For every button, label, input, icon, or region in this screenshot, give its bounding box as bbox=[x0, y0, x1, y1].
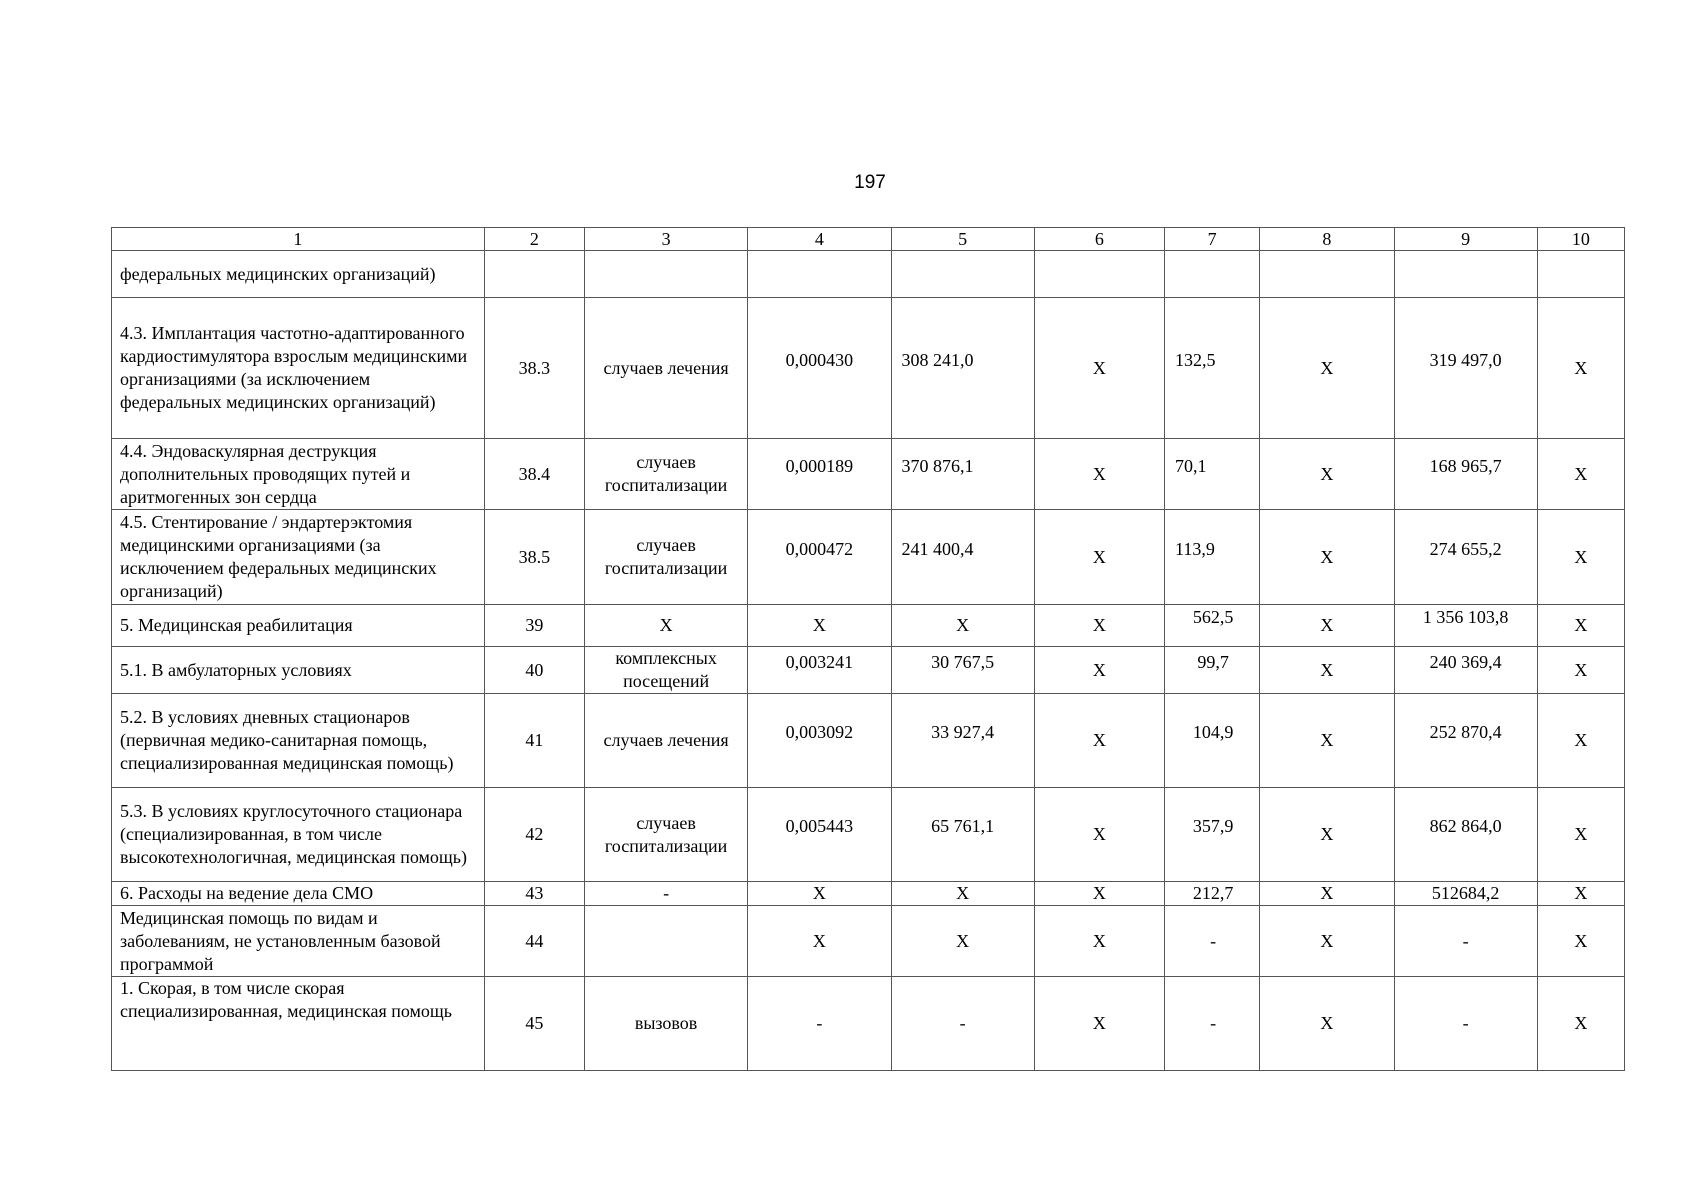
table-cell: Х bbox=[1034, 694, 1164, 788]
cell-value: 370 876,1 bbox=[901, 455, 974, 476]
cell-value: 0,003092 bbox=[785, 722, 854, 742]
table-cell bbox=[484, 251, 584, 298]
cell-value: 70,1 bbox=[1175, 455, 1207, 476]
table-cell: Х bbox=[1260, 605, 1394, 647]
table-cell: - bbox=[584, 882, 747, 906]
table-cell: Х bbox=[1034, 510, 1164, 605]
table-cell: 512684,2 bbox=[1394, 882, 1537, 906]
table-cell bbox=[1394, 439, 1537, 510]
column-header: 7 bbox=[1165, 228, 1260, 251]
cell-value: 104,9 bbox=[1192, 722, 1234, 742]
cell-value: 0,000430 bbox=[785, 349, 854, 370]
column-header: 5 bbox=[891, 228, 1034, 251]
table-cell bbox=[1394, 605, 1537, 647]
row-label: 1. Скорая, в том числе скорая специализированная, медицинская помощь bbox=[112, 977, 485, 1071]
table-cell bbox=[1165, 605, 1260, 647]
table-cell bbox=[1394, 510, 1537, 605]
table-row bbox=[112, 788, 1625, 882]
table-row bbox=[112, 251, 1625, 298]
cell-value: 240 369,4 bbox=[1429, 651, 1502, 672]
table-cell: Х bbox=[1537, 439, 1624, 510]
table-cell: Х bbox=[1034, 977, 1164, 1071]
table-cell bbox=[891, 251, 1034, 298]
table-cell bbox=[1165, 694, 1260, 788]
row-label: 4.4. Эндоваскулярная деструкция дополнительных проводящих путей и аритмогенных зон сердца bbox=[112, 439, 485, 510]
table-cell: комплексных посещений bbox=[584, 647, 747, 694]
table-cell: Х bbox=[1034, 605, 1164, 647]
column-header: 4 bbox=[748, 228, 891, 251]
column-header: 6 bbox=[1034, 228, 1164, 251]
table-cell: 39 bbox=[484, 605, 584, 647]
table-cell: Х bbox=[1537, 298, 1624, 439]
table-cell: случаев госпитализации bbox=[584, 439, 747, 510]
table-cell: Х bbox=[1537, 647, 1624, 694]
table-cell: - bbox=[748, 977, 891, 1071]
row-label: 6. Расходы на ведение дела СМО bbox=[112, 882, 485, 906]
cell-value: 65 761,1 bbox=[931, 816, 995, 836]
table-cell bbox=[891, 694, 1034, 788]
table-cell: Х bbox=[1260, 906, 1394, 977]
cell-value: 0,005443 bbox=[785, 816, 854, 836]
table-cell bbox=[1165, 251, 1260, 298]
table-cell: случаев лечения bbox=[584, 694, 747, 788]
table-cell: 42 bbox=[484, 788, 584, 882]
table-cell bbox=[891, 788, 1034, 882]
cell-value: 862 864,0 bbox=[1429, 816, 1502, 836]
table-row bbox=[112, 510, 1625, 605]
data-table bbox=[111, 227, 1625, 1071]
table-cell bbox=[1260, 251, 1394, 298]
cell-value: 132,5 bbox=[1175, 349, 1216, 370]
table-cell bbox=[584, 251, 747, 298]
table-cell: Х bbox=[1034, 906, 1164, 977]
table-cell: - bbox=[891, 977, 1034, 1071]
table-cell bbox=[891, 647, 1034, 694]
table-cell bbox=[1165, 788, 1260, 882]
table-row bbox=[112, 906, 1625, 977]
table-row bbox=[112, 298, 1625, 439]
table-cell: 45 bbox=[484, 977, 584, 1071]
cell-value: 241 400,4 bbox=[901, 538, 974, 559]
cell-value: 562,5 bbox=[1192, 607, 1234, 627]
cell-value: 0,003241 bbox=[785, 651, 854, 672]
table-cell bbox=[748, 647, 891, 694]
table-row bbox=[112, 605, 1625, 647]
table-cell: Х bbox=[1260, 439, 1394, 510]
cell-value: 319 497,0 bbox=[1429, 349, 1502, 370]
table-row bbox=[112, 882, 1625, 906]
cell-value: 0,000189 bbox=[785, 455, 854, 476]
table-cell: Х bbox=[1260, 977, 1394, 1071]
table-cell: 38.4 bbox=[484, 439, 584, 510]
table-cell: 212,7 bbox=[1165, 882, 1260, 906]
table-cell: 43 bbox=[484, 882, 584, 906]
row-label: 5.1. В амбулаторных условиях bbox=[112, 647, 485, 694]
row-label: 5.2. В условиях дневных стационаров (первичная медико-санитарная помощь, специализированная медицинская помощь) bbox=[112, 694, 485, 788]
table-cell: Х bbox=[1537, 882, 1624, 906]
table-cell: Х bbox=[1260, 647, 1394, 694]
cell-value: 168 965,7 bbox=[1429, 455, 1502, 476]
table-cell: Х bbox=[1034, 882, 1164, 906]
table-cell bbox=[891, 439, 1034, 510]
table-cell bbox=[748, 298, 891, 439]
table-cell bbox=[1394, 694, 1537, 788]
page-number: 197 bbox=[854, 172, 886, 193]
table-cell bbox=[748, 251, 891, 298]
table-cell: случаев госпитализации bbox=[584, 510, 747, 605]
column-header: 1 bbox=[112, 228, 485, 251]
row-label: 4.3. Имплантация частотно-адаптированного кардиостимулятора взрослым медицинскими организациями (за исключением федеральных медицинских организаций) bbox=[112, 298, 485, 439]
cell-value: 0,000472 bbox=[785, 538, 854, 559]
table-cell bbox=[748, 510, 891, 605]
table-cell bbox=[748, 439, 891, 510]
cell-value: 113,9 bbox=[1175, 538, 1215, 559]
table-row bbox=[112, 647, 1625, 694]
table-cell: - bbox=[1394, 977, 1537, 1071]
table-cell bbox=[748, 694, 891, 788]
table-cell: Х bbox=[1034, 439, 1164, 510]
table-cell: Х bbox=[1537, 788, 1624, 882]
table-cell: 40 bbox=[484, 647, 584, 694]
cell-value: 252 870,4 bbox=[1429, 722, 1502, 742]
table-row bbox=[112, 694, 1625, 788]
table-cell: Х bbox=[748, 882, 891, 906]
column-header: 9 bbox=[1394, 228, 1537, 251]
row-label: Медицинская помощь по видам и заболеваниям, не установленным базовой программой bbox=[112, 906, 485, 977]
table-cell: - bbox=[1165, 977, 1260, 1071]
table-cell: Х bbox=[1260, 298, 1394, 439]
table-cell: Х bbox=[891, 906, 1034, 977]
table-cell bbox=[1394, 788, 1537, 882]
row-label: 5. Медицинская реабилитация bbox=[112, 605, 485, 647]
table-header-row bbox=[112, 228, 1625, 251]
table-cell: Х bbox=[891, 882, 1034, 906]
table-cell bbox=[748, 788, 891, 882]
table-cell: Х bbox=[1537, 605, 1624, 647]
table-cell: случаев лечения bbox=[584, 298, 747, 439]
table-cell bbox=[891, 510, 1034, 605]
table-cell bbox=[891, 298, 1034, 439]
table-cell bbox=[1537, 251, 1624, 298]
table-row bbox=[112, 977, 1625, 1071]
cell-value: 1 356 103,8 bbox=[1422, 607, 1509, 627]
table-cell bbox=[1165, 647, 1260, 694]
cell-value: 30 767,5 bbox=[931, 651, 995, 672]
table-cell: Х bbox=[891, 605, 1034, 647]
table-cell bbox=[584, 906, 747, 977]
table-cell: Х bbox=[1260, 510, 1394, 605]
table-cell: 41 bbox=[484, 694, 584, 788]
table-cell: Х bbox=[748, 605, 891, 647]
table-cell bbox=[1165, 439, 1260, 510]
table-cell: вызовов bbox=[584, 977, 747, 1071]
table-cell: Х bbox=[1537, 510, 1624, 605]
table-cell: - bbox=[1165, 906, 1260, 977]
table-cell: Х bbox=[1537, 906, 1624, 977]
table-cell bbox=[1394, 647, 1537, 694]
table-cell: Х bbox=[1034, 647, 1164, 694]
cell-value: 357,9 bbox=[1192, 816, 1234, 836]
table-cell: - bbox=[1394, 906, 1537, 977]
table-cell: 44 bbox=[484, 906, 584, 977]
cell-value: 33 927,4 bbox=[931, 722, 995, 742]
table-cell bbox=[1394, 298, 1537, 439]
table-cell: случаев госпитализации bbox=[584, 788, 747, 882]
row-label: 5.3. В условиях круглосуточного стационара (специализированная, в том числе высокотехнологичная, медицинская помощь) bbox=[112, 788, 485, 882]
table-cell: Х bbox=[584, 605, 747, 647]
table-cell: 38.5 bbox=[484, 510, 584, 605]
table-cell bbox=[1165, 298, 1260, 439]
table-cell: Х bbox=[1260, 882, 1394, 906]
column-header: 8 bbox=[1260, 228, 1394, 251]
cell-value: 308 241,0 bbox=[901, 349, 974, 370]
table-cell: Х bbox=[1260, 788, 1394, 882]
column-header: 2 bbox=[484, 228, 584, 251]
table-cell: Х bbox=[1537, 977, 1624, 1071]
column-header: 10 bbox=[1537, 228, 1624, 251]
cell-value: 99,7 bbox=[1197, 651, 1229, 672]
table-cell bbox=[1034, 251, 1164, 298]
table-cell: Х bbox=[1537, 694, 1624, 788]
table-row bbox=[112, 439, 1625, 510]
table-cell bbox=[1394, 251, 1537, 298]
cell-value: 274 655,2 bbox=[1429, 538, 1502, 559]
table-cell: Х bbox=[1034, 298, 1164, 439]
table-cell: Х bbox=[1034, 788, 1164, 882]
table-cell: Х bbox=[1260, 694, 1394, 788]
column-header: 3 bbox=[584, 228, 747, 251]
row-label: федеральных медицинских организаций) bbox=[112, 251, 485, 298]
table-cell: 38.3 bbox=[484, 298, 584, 439]
table-cell: Х bbox=[748, 906, 891, 977]
table-cell bbox=[1165, 510, 1260, 605]
row-label: 4.5. Стентирование / эндартерэктомия медицинскими организациями (за исключением федеральных медицинских организаций) bbox=[112, 510, 485, 605]
